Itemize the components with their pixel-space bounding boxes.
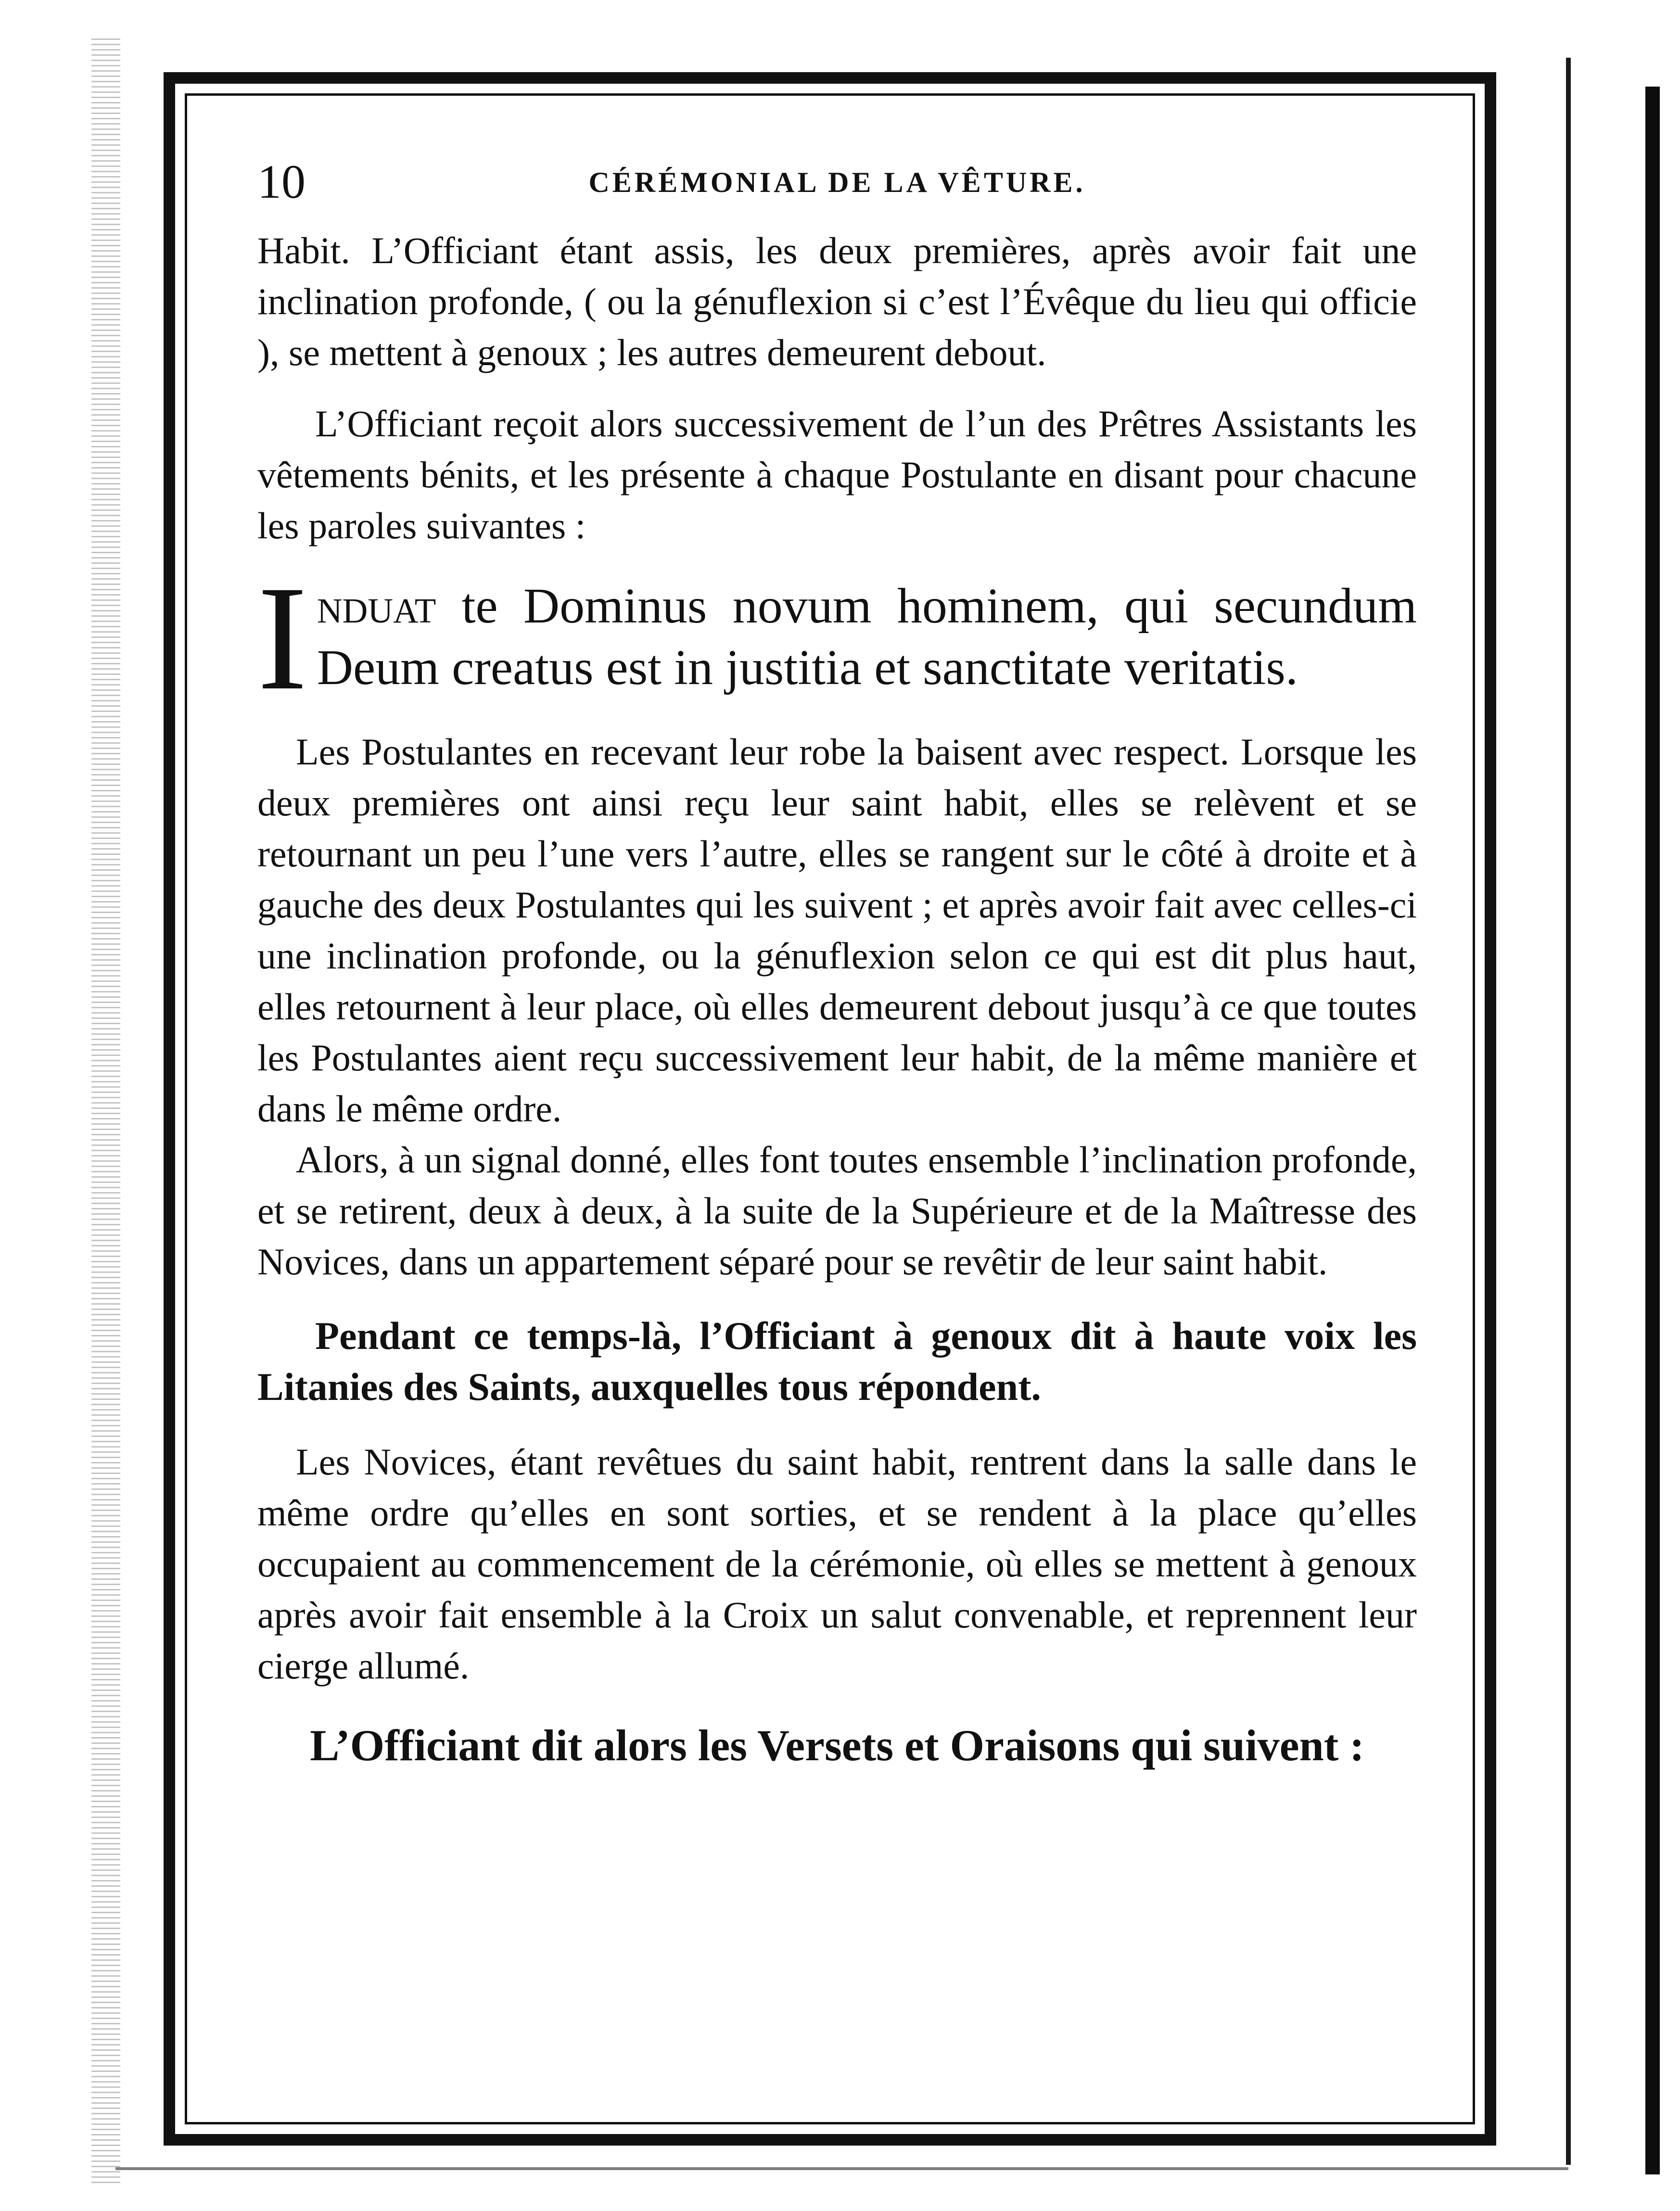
scan-bottom-edge [115,2167,1568,2170]
scan-right-edge-line [1566,58,1571,2165]
paragraph-5: Pendant ce temps-là, l’Officiant à genoux dit à haute voix les Litanies des Saints, auxquelles tous répondent. [257,1314,1417,1409]
paragraph-3: Les Postulantes en recevant leur robe la baisent avec respect. Lorsque les deux premières ont ainsi reçu leur saint habit, elles se relèvent et se retournant un peu l’une vers l’autre, elles se rangent sur le côté à droite et à gauche des deux Postulantes qui les suivent ; et après avoir fait avec celles-ci une inclination profonde, ou la génuflexion selon ce qui est dit plus haut, elles retournent à leur place, où elles demeurent debout jusqu’à ce que toutes les Postulantes aient reçu successivement leur habit, de la même manière et dans le même ordre. [257,731,1417,1130]
paragraph-7: L’Officiant dit alors les Versets et Oraisons qui suivent : [310,1721,1364,1770]
scan-right-edge-bar [1645,87,1660,2174]
page-header [257,144,1417,226]
paragraph-4: Alors, à un signal donné, elles font toutes ensemble l’inclination profonde, et se retirent, deux à deux, à la suite de la Supérieure et de la Maîtresse des Novices, dans un appartement séparé pour se revêtir de leur saint habit. [257,1139,1417,1283]
paragraph-6: Les Novices, étant revêtues du saint habit, rentrent dans la salle dans le même ordre qu’elles en sont sorties, et se rendent à la place qu’elles occupaient au commencement de la cérémonie, où elles se mettent à genoux après avoir fait ensemble à la Croix un salut convenable, et reprennent leur cierge allumé. [257,1441,1417,1687]
prayer-smallcaps: nduat [317,578,436,634]
prayer-induat [257,555,1417,721]
paragraph-2: L’Officiant reçoit alors successivement de l’un des Prêtres Assistants les vêtements bénits, et les présente à chaque Postulante en disant pour chacune les paroles suivantes : [257,403,1417,546]
scan-left-edge [91,38,120,2184]
page-content [257,144,1417,1772]
page-number: 10 [257,155,305,208]
prayer-text: te Dominus novum hominem, qui secundum Deum creatus est in justitia et sanctitate veritatis. [317,578,1417,695]
paragraph-1: Habit. L’Officiant étant assis, les deux premières, après avoir fait une inclination profonde, ( ou la génuflexion si c’est l’Évêque du lieu qui officie ), se mettent à genoux ; les autres demeurent debout. [257,229,1417,373]
drop-cap: I [257,555,307,721]
running-title: CÉRÉMONIAL DE LA VÊTURE. [588,166,1086,198]
